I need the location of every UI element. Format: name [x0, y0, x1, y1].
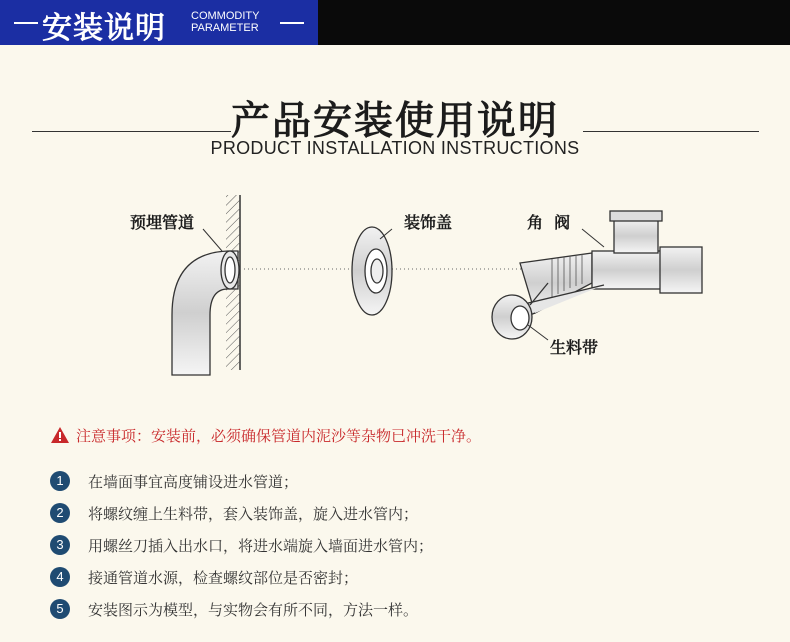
- title-rule-right: [583, 131, 759, 132]
- step-number-1: 1: [50, 471, 70, 491]
- list-item: [50, 501, 750, 525]
- decorative-cover: [352, 227, 392, 315]
- warning-note: [50, 425, 481, 448]
- step-number-5: 5: [50, 599, 70, 619]
- page-title: 产品安装使用说明: [230, 99, 559, 144]
- step-text-2: 将螺纹缠上生料带，套入装饰盖，旋入进水管内；: [88, 505, 419, 523]
- step-number-4: 4: [50, 567, 70, 587]
- installation-diagram: [0, 185, 790, 395]
- badge-dash-right: [280, 22, 304, 24]
- step-text-1: 在墙面事宜高度铺设进水管道；: [88, 473, 299, 491]
- step-number-2: 2: [50, 503, 70, 523]
- label-decorative-cover: 装饰盖: [404, 213, 453, 232]
- warning-text: 注意事项：安装前，必须确保管道内泥沙等杂物已冲洗干净。: [76, 427, 482, 445]
- list-item: [50, 469, 750, 493]
- label-ptfe-tape: 生料带: [550, 338, 599, 357]
- step-number-3: 3: [50, 535, 70, 555]
- step-text-3: 用螺丝刀插入出水口，将进水端旋入墙面进水管内；: [88, 537, 434, 555]
- list-item: [50, 597, 750, 621]
- step-text-4: 接通管道水源，检查螺纹部位是否密封；: [88, 569, 359, 587]
- warning-icon: [50, 426, 70, 448]
- label-embedded-pipe: 预埋管道: [130, 213, 195, 232]
- section-badge: [0, 0, 318, 45]
- badge-sub-line1: COMMODITY: [191, 10, 260, 22]
- page-subtitle: PRODUCT INSTALLATION INSTRUCTIONS: [210, 138, 580, 158]
- badge-sub-line2: PARAMETER: [191, 22, 259, 34]
- installation-illustration: [0, 185, 790, 395]
- list-item: [50, 533, 750, 557]
- badge-title: 安装说明: [42, 11, 166, 46]
- badge-subtitle: [191, 10, 259, 34]
- step-text-5: 安装图示为模型，与实物会有所不同，方法一样。: [88, 601, 419, 619]
- badge-dash-left: [14, 22, 38, 24]
- label-angle-valve: 角 阀: [527, 213, 571, 232]
- list-item: [50, 565, 750, 589]
